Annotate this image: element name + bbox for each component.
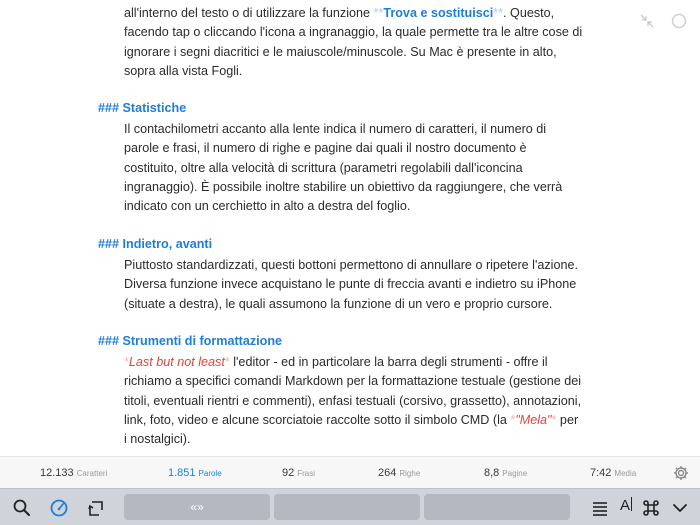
section-heading: ### Indietro, avanti — [98, 237, 213, 251]
odometer-icon[interactable] — [49, 498, 69, 518]
text-line: sopra alla vista Fogli. — [124, 63, 243, 78]
stat-lines[interactable]: 264 Righe — [378, 467, 421, 479]
text-line: parole e frasi, il numero di righe e pagine dai quali il nostro documento è — [124, 141, 527, 156]
list-icon[interactable] — [590, 498, 610, 518]
section-heading: ### Statistiche — [98, 101, 187, 115]
bottom-toolbar — [0, 488, 700, 525]
text-line: facendo tap o cliccando l'icona a ingranaggio, la quale permette tra le altre cose di — [124, 25, 583, 40]
search-icon[interactable] — [12, 498, 32, 518]
section-paragraph — [124, 256, 584, 314]
text-line: (situate a destra), le quali assumono la funzione di un vero e proprio cursore. — [124, 296, 553, 311]
text-line: Il contachilometri accanto alla lente indica il numero di caratteri, il numero di — [124, 122, 547, 136]
section-paragraph — [124, 353, 584, 449]
command-icon[interactable] — [641, 498, 661, 518]
statistics-bar — [0, 456, 700, 488]
collapse-icon[interactable] — [638, 12, 656, 30]
text-line: ingranaggio). È possibile inoltre stabilire un obiettivo da raggiungere, che verrà — [124, 179, 563, 194]
intro-paragraph — [124, 4, 584, 81]
stat-characters[interactable]: 12.133 Caratteri — [40, 467, 108, 479]
text-line: titoli, eventuali rientri e commenti), enfasi testuali (corsivo, grassetto), annotazioni, — [124, 393, 582, 408]
text-line: richiamo a specifici comandi Markdown per la formattazione testuale (gestione dei — [124, 374, 582, 389]
toolbar-slot-button[interactable] — [424, 494, 570, 520]
stat-average[interactable]: 7:42 Media — [590, 467, 637, 479]
undo-redo-icon[interactable] — [86, 498, 106, 518]
text-line: ignorare i segni diacritici e le maiuscole/minuscole. Su Mac è presente in alto, — [124, 44, 557, 59]
stat-words[interactable]: 1.851 Parole — [168, 467, 222, 479]
text-line: Diversa funzione invece acquistano le punte di freccia avanti e indietro su iPhone — [124, 277, 577, 292]
section-paragraph — [124, 120, 584, 216]
text-line: costituito, oltre alla velocità di scrittura (parametri regolabili dall'iconcina — [124, 160, 523, 175]
goal-circle-icon[interactable] — [670, 12, 688, 30]
text-line: i nostalgici). — [124, 432, 191, 447]
text-style-button[interactable]: A — [620, 497, 631, 514]
chevron-down-icon[interactable] — [670, 498, 690, 518]
top-right-controls — [638, 12, 688, 30]
text-line: *Last but not least* l'editor - ed in particolare la barra degli strumenti - offre il — [124, 355, 548, 369]
text-line: all'interno del testo o di utilizzare la funzione **Trova e sostituisci**. Questo, — [124, 6, 555, 20]
toolbar-slot-button[interactable] — [274, 494, 420, 520]
text-line: link, foto, video e alcune scorciatoie raccolte sotto il simbolo CMD (la *"Mela"* per — [124, 412, 579, 427]
cursor-keys-button[interactable]: «» — [124, 494, 270, 520]
gear-icon[interactable] — [672, 464, 690, 482]
stat-sentences[interactable]: 92 Frasi — [282, 467, 316, 479]
section-heading: ### Strumenti di formattazione — [98, 334, 283, 348]
stat-pages[interactable]: 8,8 Pagine — [484, 467, 528, 479]
text-line: Piuttosto standardizzati, questi bottoni permettono di annullare o ripetere l'azione. — [124, 258, 578, 272]
text-line: indicato con un cerchietto in alto a destra del foglio. — [124, 199, 411, 214]
